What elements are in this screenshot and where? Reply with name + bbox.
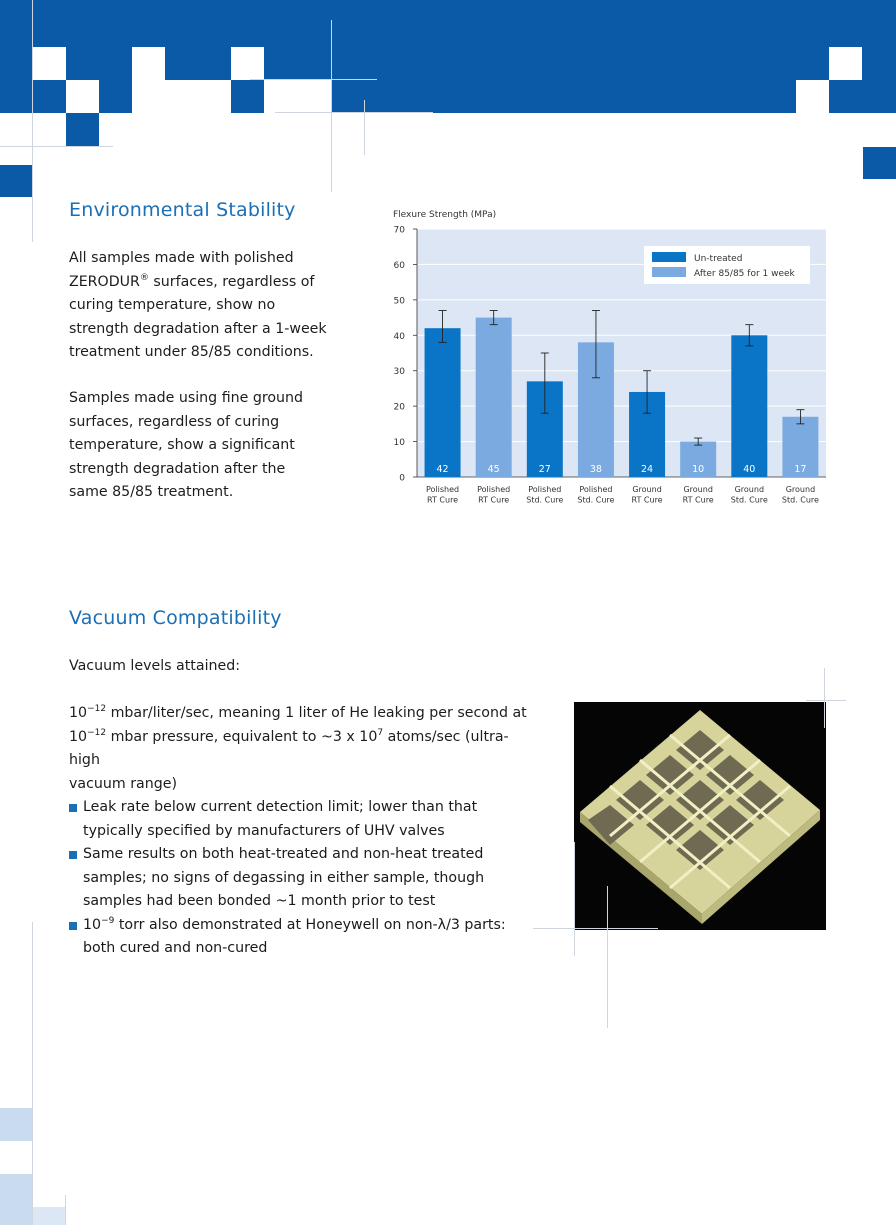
- text: mbar pressure, equivalent to ~3 x 10: [106, 728, 378, 745]
- data-label: 27: [538, 464, 551, 475]
- paragraph-polished: [69, 247, 327, 365]
- vacuum-line-3: vacuum range): [69, 775, 177, 792]
- header-square: [829, 47, 862, 80]
- section-title-environmental: Environmental Stability: [69, 199, 296, 221]
- y-tick-label: 10: [393, 438, 405, 449]
- x-tick-label: Polished: [477, 485, 511, 494]
- bar: [731, 335, 767, 477]
- guide-line: [607, 886, 608, 1028]
- x-tick-label: Ground: [683, 485, 713, 494]
- x-tick-label: RT Cure: [682, 495, 714, 505]
- footer-block: [33, 1207, 65, 1225]
- data-label: 24: [641, 464, 654, 475]
- exponent: 7: [377, 727, 384, 738]
- footer-block: [0, 1174, 32, 1225]
- text: mbar/liter/sec, meaning 1 liter of He leaking per second at: [106, 705, 527, 721]
- bar: [476, 318, 512, 477]
- product-photo: [574, 702, 826, 930]
- x-tick-label: Std. Cure: [730, 495, 768, 505]
- footer-block: [0, 1108, 32, 1141]
- x-tick-label: Ground: [785, 485, 816, 494]
- x-tick-label: Polished: [426, 485, 460, 494]
- header-square: [796, 80, 829, 113]
- y-tick-label: 0: [399, 473, 405, 484]
- guide-line: [32, 0, 33, 242]
- y-tick-label: 60: [393, 260, 405, 271]
- x-tick-label: RT Cure: [427, 495, 459, 505]
- header-square: [264, 80, 331, 113]
- x-tick-label: Polished: [579, 485, 613, 494]
- text: torr also demonstrated at Honeywell on non-λ/3 parts: both cured and non-cured: [83, 916, 506, 956]
- vacuum-levels-label: Vacuum levels attained:: [69, 658, 241, 674]
- x-tick-label: RT Cure: [478, 495, 510, 505]
- text: All samples made with polished ZERODUR: [69, 250, 294, 290]
- text: 10: [69, 728, 88, 745]
- x-tick-label: RT Cure: [631, 495, 663, 505]
- legend-swatch: [652, 252, 686, 262]
- header-square: [132, 47, 165, 113]
- guide-line: [0, 146, 113, 147]
- y-tick-label: 40: [393, 331, 405, 342]
- y-tick-label: 30: [393, 367, 405, 378]
- bullet-item: Leak rate below current detection limit; lower than that typically specified by manufacturers of UHV valves: [69, 796, 539, 843]
- vacuum-bullets: [69, 796, 539, 961]
- data-label: 40: [743, 464, 756, 475]
- x-tick-label: Std. Cure: [526, 495, 564, 505]
- exponent: −12: [87, 704, 107, 714]
- x-tick-label: Std. Cure: [577, 495, 615, 505]
- guide-line: [364, 100, 365, 155]
- data-label: 45: [487, 464, 500, 475]
- guide-line: [65, 1195, 66, 1225]
- x-tick-label: Ground: [734, 485, 765, 494]
- data-label: 17: [794, 464, 807, 475]
- header-square: [66, 113, 99, 146]
- bullet-item: Same results on both heat-treated and non-heat treated samples; no signs of degassing in either sample, though samples had been bonded ~1 month prior to test: [69, 843, 539, 914]
- side-block: [0, 165, 33, 197]
- exponent: −9: [101, 915, 115, 926]
- header-square: [165, 80, 231, 113]
- data-label: 10: [692, 464, 705, 475]
- data-label: 42: [436, 464, 449, 475]
- registered-mark: ®: [139, 272, 149, 283]
- data-label: 38: [589, 464, 602, 475]
- y-tick-label: 70: [393, 225, 405, 236]
- vacuum-line-2: [69, 726, 539, 773]
- guide-line: [32, 922, 33, 1225]
- guide-line: [824, 668, 825, 728]
- y-tick-label: 50: [393, 296, 405, 307]
- legend-label: After 85/85 for 1 week: [694, 269, 795, 279]
- vacuum-line-1: [69, 702, 539, 726]
- guide-line: [533, 928, 658, 929]
- legend-swatch: [652, 267, 686, 277]
- header-square: [231, 47, 264, 80]
- guide-line: [331, 20, 332, 192]
- paragraph-ground: Samples made using fine ground surfaces, regardless of curing temperature, show a significant strength degradation after the same 85/85 treatment.: [69, 390, 304, 500]
- guide-line: [574, 842, 575, 956]
- x-tick-label: Ground: [632, 485, 662, 494]
- section-title-vacuum: Vacuum Compatibility: [69, 607, 282, 629]
- legend-label: Un-treated: [694, 254, 743, 264]
- y-tick-label: 20: [393, 402, 405, 413]
- x-tick-label: Std. Cure: [781, 495, 819, 505]
- text: atoms/sec (ultra-high: [69, 728, 509, 768]
- text: 10: [69, 705, 88, 721]
- guide-line: [275, 112, 433, 113]
- y-axis-label: Flexure Strength (MPa): [393, 210, 497, 220]
- side-block: [863, 147, 896, 179]
- flexure-strength-chart: [385, 200, 835, 520]
- text: surfaces, regardless of curing temperature, show no strength degradation after a 1-week treatment under 85/85 conditions.: [69, 273, 327, 360]
- bullet-item: [69, 914, 539, 961]
- text: 10: [83, 916, 102, 933]
- header-square: [66, 80, 99, 113]
- guide-line: [806, 700, 846, 701]
- x-tick-label: Polished: [528, 485, 562, 494]
- header-square: [33, 47, 66, 80]
- guide-line: [250, 79, 377, 80]
- vacuum-details: [69, 702, 539, 961]
- exponent: −12: [87, 727, 107, 738]
- bar: [425, 328, 461, 477]
